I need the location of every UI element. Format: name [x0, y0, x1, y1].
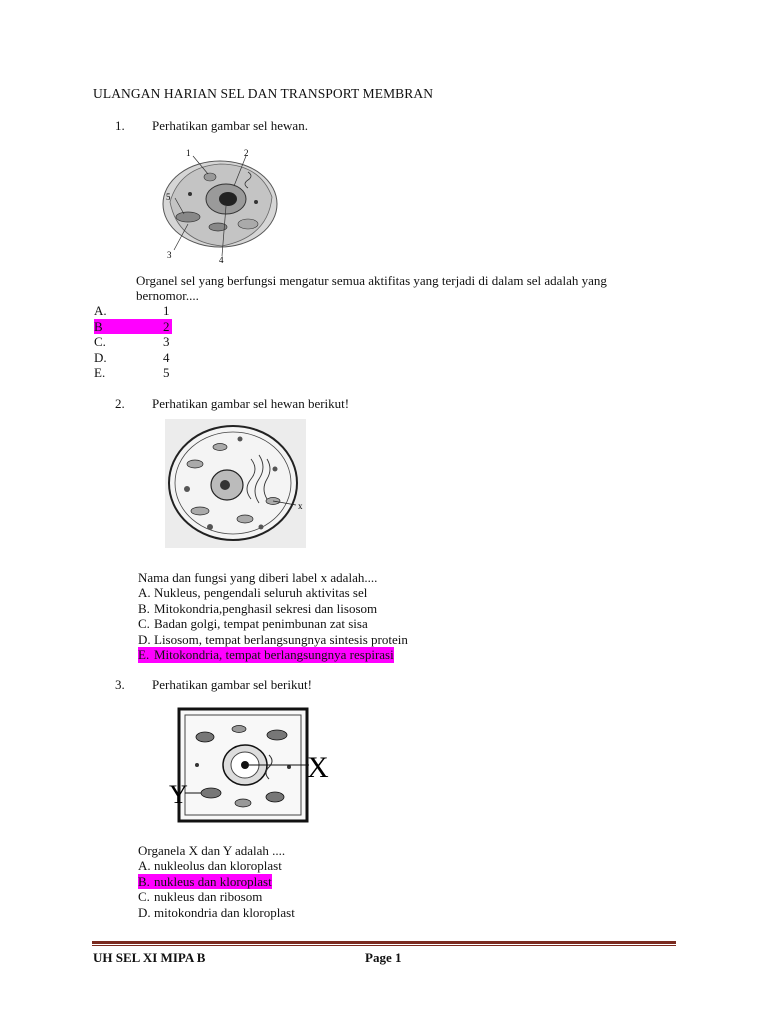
footer-rule-thin: [92, 945, 676, 946]
question-1-options: [94, 303, 214, 381]
question-3-prompt: Perhatikan gambar sel berikut!: [152, 677, 312, 692]
figure-1-label-2: 2: [244, 148, 249, 158]
question-1-line-2: bernomor....: [136, 288, 199, 303]
option-text: 5: [163, 365, 170, 380]
question-1-header: [115, 118, 308, 134]
footer-class-label: UH SEL XI MIPA B: [93, 950, 206, 965]
question-1-option-c[interactable]: [94, 334, 214, 350]
figure-3-label-x: X: [307, 751, 329, 784]
option-letter: A.: [94, 303, 107, 318]
question-3-options: [138, 858, 538, 920]
animal-cell-figure-1: [160, 142, 295, 264]
document-title: ULANGAN HARIAN SEL DAN TRANSPORT MEMBRAN: [93, 86, 434, 101]
option-text: Mitokondria,penghasil sekresi dan lisosom: [154, 600, 378, 616]
option-text: 2: [163, 318, 170, 334]
question-3-number: 3.: [115, 677, 125, 692]
option-letter: A.: [138, 858, 151, 873]
option-letter: D.: [138, 904, 151, 920]
option-letter: C.: [94, 334, 106, 349]
question-3-option-b[interactable]: [138, 874, 538, 890]
question-1-number: 1.: [115, 118, 125, 133]
question-3-text: [138, 843, 538, 920]
footer-rule-thick: [92, 941, 676, 944]
question-2-text: [138, 570, 538, 663]
question-2-option-a[interactable]: [138, 585, 538, 601]
question-1-text: [136, 273, 676, 303]
question-3-option-d[interactable]: [138, 905, 538, 921]
question-1-option-a[interactable]: [94, 303, 214, 319]
question-2-number: 2.: [115, 396, 125, 411]
option-letter: C.: [138, 889, 150, 904]
question-3-question: Organela X dan Y adalah ....: [138, 843, 286, 858]
option-letter: B.: [138, 873, 150, 889]
question-1-prompt: Perhatikan gambar sel hewan.: [152, 118, 308, 133]
option-text: Badan golgi, tempat penimbunan zat sisa: [154, 616, 368, 631]
option-text: Nukleus, pengendali seluruh aktivitas sel: [154, 585, 368, 600]
question-2-option-e[interactable]: [138, 647, 538, 663]
question-2-option-d[interactable]: [138, 632, 538, 648]
question-2-option-c[interactable]: [138, 616, 538, 632]
option-text: nukleus dan kloroplast: [154, 873, 272, 889]
option-text: nukleus dan ribosom: [154, 889, 263, 904]
plant-cell-figure-3: [165, 705, 330, 825]
footer-page-number: Page 1: [365, 950, 402, 965]
question-3-option-c[interactable]: [138, 889, 538, 905]
question-3-header: [115, 677, 312, 693]
figure-1-label-1: 1: [186, 148, 191, 158]
option-letter: E.: [94, 365, 106, 380]
question-1-option-b[interactable]: [94, 319, 214, 335]
figure-1-label-4: 4: [219, 255, 224, 264]
option-highlight: [138, 874, 272, 890]
question-1-line-1: Organel sel yang berfungsi mengatur semua aktifitas yang terjadi di dalam sel adalah yang: [136, 273, 607, 288]
question-2-question: Nama dan fungsi yang diberi label x adalah....: [138, 570, 378, 585]
option-highlight: [138, 647, 394, 663]
animal-cell-figure-2: [165, 419, 306, 548]
option-text: nukleolus dan kloroplast: [154, 858, 282, 873]
question-2-header: [115, 396, 349, 412]
option-text: Mitokondria, tempat berlangsungnya respirasi: [154, 647, 394, 662]
figure-2-label-x: x: [298, 501, 303, 511]
option-letter: B.: [138, 600, 150, 616]
question-2-option-b[interactable]: [138, 601, 538, 617]
figure-3-label-y: Y: [169, 780, 188, 809]
question-1-option-d[interactable]: [94, 350, 214, 366]
option-text: mitokondria dan kloroplast: [154, 904, 295, 920]
option-text: 1: [163, 303, 170, 318]
option-letter: D.: [138, 631, 151, 647]
option-letter: E.: [138, 647, 150, 662]
option-letter: B: [94, 319, 172, 335]
question-3-option-a[interactable]: [138, 858, 538, 874]
option-text: 3: [163, 334, 170, 349]
option-letter: D.: [94, 349, 107, 365]
figure-1-label-3: 3: [167, 250, 172, 260]
question-2-options: [138, 585, 538, 663]
option-letter: A.: [138, 585, 151, 600]
question-2-prompt: Perhatikan gambar sel hewan berikut!: [152, 396, 350, 411]
option-letter: C.: [138, 616, 150, 631]
question-1-option-e[interactable]: [94, 365, 214, 381]
option-text: 4: [163, 349, 170, 365]
option-text: Lisosom, tempat berlangsungnya sintesis protein: [154, 631, 408, 647]
figure-1-label-5: 5: [166, 192, 171, 202]
